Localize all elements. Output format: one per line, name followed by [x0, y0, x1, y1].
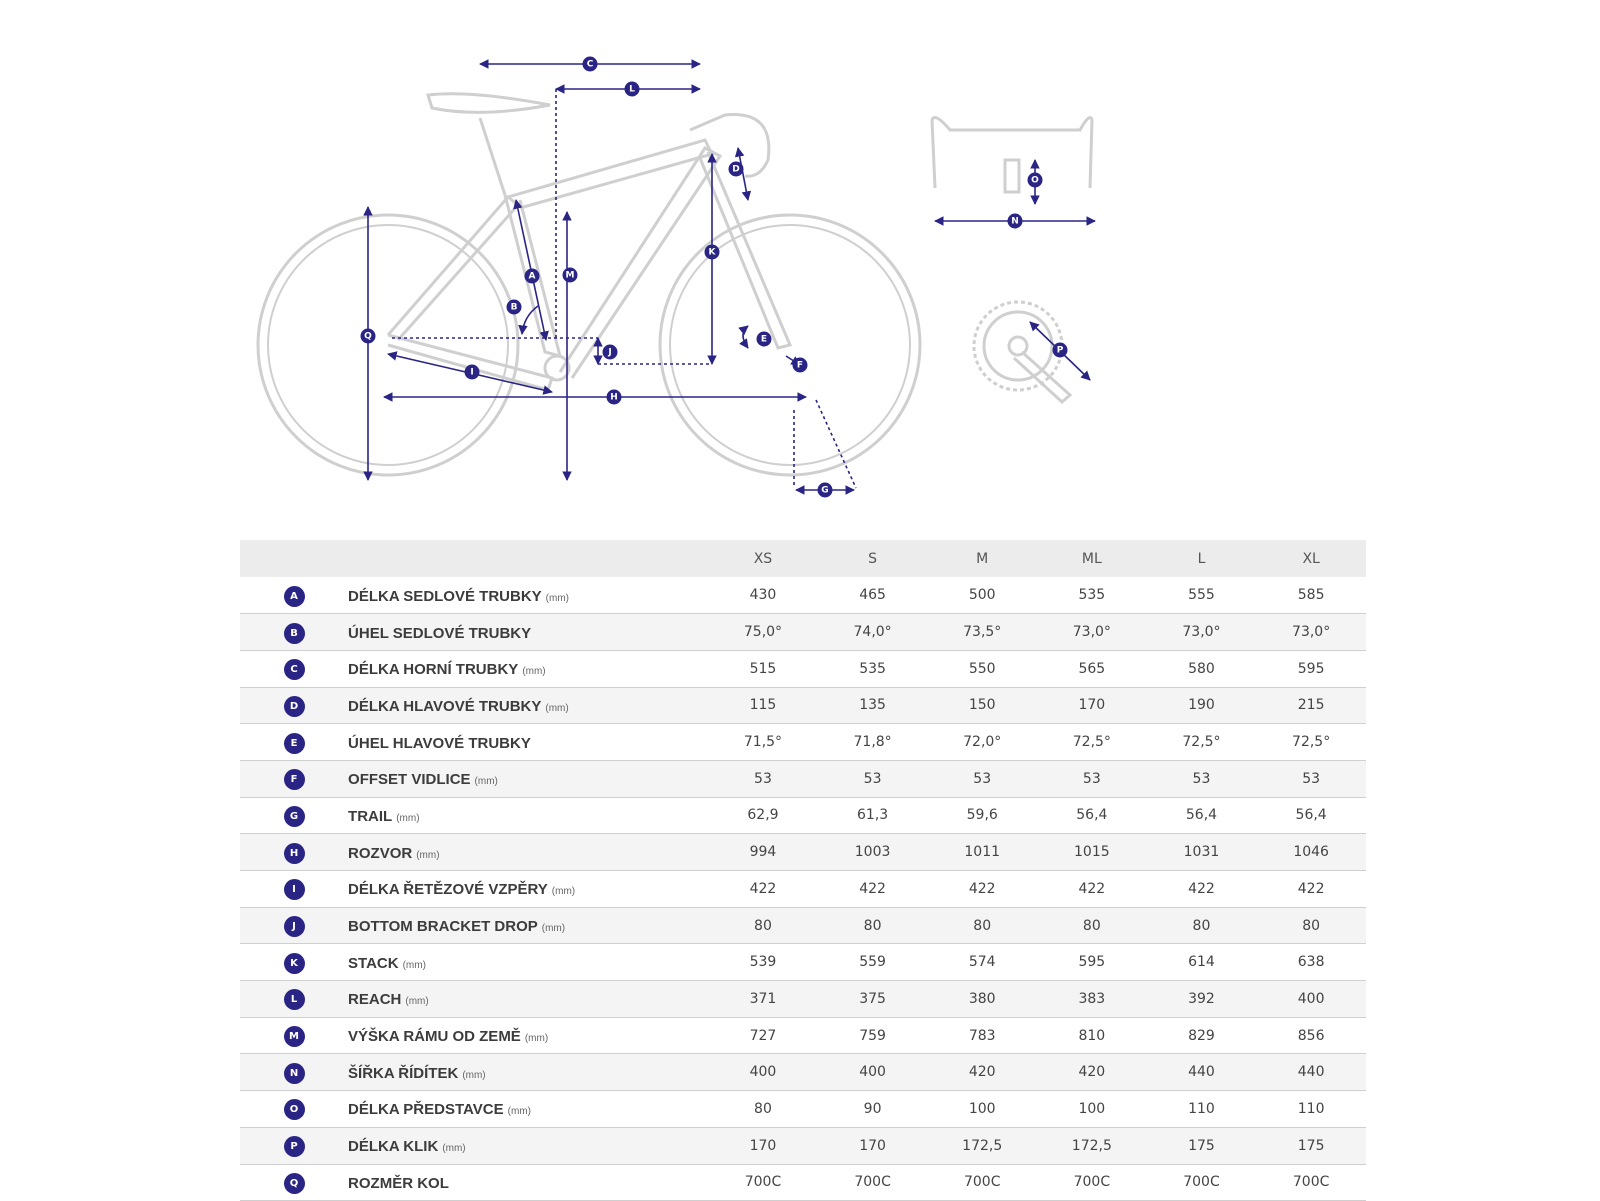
cell-value: 59,6	[966, 807, 998, 824]
marker-letter: O	[1031, 175, 1039, 186]
size-header: L	[1197, 550, 1206, 567]
marker-letter: K	[708, 247, 716, 258]
row-marker-badge: H	[284, 843, 305, 864]
size-header: ML	[1081, 550, 1102, 567]
cell-value: 440	[1188, 1064, 1215, 1081]
cell-value: 559	[859, 954, 886, 971]
marker-g	[818, 483, 833, 498]
row-marker-cell	[240, 1017, 348, 1054]
row-label: ROZMĚR KOL	[348, 1174, 449, 1192]
marker-j	[603, 345, 618, 360]
row-label-cell	[348, 1127, 708, 1164]
cell-value: 727	[749, 1027, 777, 1044]
row-label: BOTTOM BRACKET DROP	[348, 918, 538, 936]
row-label-cell	[348, 907, 708, 944]
size-header: M	[976, 550, 989, 567]
cell-value: 700C	[963, 1174, 1001, 1191]
cell-value: 371	[749, 990, 777, 1007]
row-marker-cell	[240, 1054, 348, 1091]
row-unit: (mm)	[522, 666, 546, 678]
cell-value: 856	[1297, 1027, 1325, 1044]
cell-value: 422	[859, 880, 886, 897]
marker-letter: H	[610, 392, 618, 403]
row-unit: (mm)	[442, 1143, 466, 1155]
cell-value: 700C	[1292, 1174, 1330, 1191]
cell-value: 595	[1297, 660, 1325, 677]
cell-value: 380	[968, 990, 996, 1007]
row-label-cell	[348, 981, 708, 1018]
row-label-cell	[348, 724, 708, 761]
table-row	[240, 834, 1366, 871]
row-label-cell	[348, 1017, 708, 1054]
cell-value: 90	[863, 1100, 882, 1117]
row-marker-badge: F	[284, 769, 305, 790]
marker-letter: Q	[364, 331, 372, 342]
cell-value: 595	[1078, 954, 1106, 971]
row-label: DÉLKA SEDLOVÉ TRUBKY	[348, 587, 542, 605]
cell-value: 700C	[1073, 1174, 1111, 1191]
marker-letter: L	[629, 84, 635, 95]
row-marker-cell	[240, 687, 348, 724]
cell-value: 829	[1188, 1027, 1215, 1044]
table-row	[240, 1017, 1366, 1054]
marker-letter: B	[510, 302, 518, 313]
cell-value: 172,5	[962, 1137, 1003, 1154]
cell-value: 400	[1297, 990, 1325, 1007]
cell-value: 172,5	[1071, 1137, 1112, 1154]
row-label: OFFSET VIDLICE	[348, 771, 471, 789]
row-marker-cell	[240, 577, 348, 614]
frame-chain-stays	[388, 335, 552, 390]
row-label: VÝŠKA RÁMU OD ZEMĚ	[348, 1028, 521, 1046]
cell-value: 100	[1078, 1100, 1106, 1117]
row-marker-badge: B	[284, 623, 305, 644]
cell-value: 574	[968, 954, 996, 971]
row-label: DÉLKA HORNÍ TRUBKY	[348, 661, 519, 679]
seatpost	[480, 118, 505, 195]
row-marker-badge: G	[284, 806, 305, 827]
cell-value: 72,5°	[1182, 734, 1221, 751]
marker-letter: A	[528, 271, 536, 282]
row-label: ÚHEL HLAVOVÉ TRUBKY	[348, 734, 531, 752]
marker-letter: N	[1011, 216, 1019, 227]
row-label: TRAIL	[348, 807, 393, 825]
cell-value: 400	[859, 1064, 886, 1081]
table-row	[240, 650, 1366, 687]
cell-value: 53	[1192, 770, 1211, 787]
marker-letter: F	[796, 360, 804, 371]
row-marker-cell	[240, 760, 348, 797]
size-header: S	[868, 550, 878, 567]
cell-value: 80	[1082, 917, 1101, 934]
row-marker-badge: M	[284, 1026, 305, 1047]
size-header: XS	[753, 550, 773, 567]
row-unit: (mm)	[474, 776, 498, 788]
marker-letter: J	[608, 347, 612, 358]
cell-value: 53	[1082, 770, 1101, 787]
cell-value: 539	[749, 954, 777, 971]
cell-value: 170	[1078, 697, 1106, 714]
saddle	[428, 94, 550, 113]
size-header: XL	[1302, 550, 1320, 567]
row-marker-cell	[240, 1127, 348, 1164]
row-unit: (mm)	[396, 812, 420, 824]
table-row	[240, 944, 1366, 981]
cell-value: 170	[859, 1137, 886, 1154]
marker-q	[361, 329, 376, 344]
marker-m	[563, 268, 578, 283]
row-unit: (mm)	[405, 996, 429, 1008]
table-row	[240, 981, 1366, 1018]
cell-value: 110	[1188, 1100, 1215, 1117]
marker-f	[793, 358, 808, 373]
row-unit: (mm)	[462, 1069, 486, 1081]
cell-value: 71,8°	[853, 734, 892, 751]
cell-value: 422	[1297, 880, 1325, 897]
cell-value: 759	[859, 1027, 886, 1044]
cell-value: 53	[1302, 770, 1321, 787]
row-label-cell	[348, 944, 708, 981]
table-row	[240, 871, 1366, 908]
cell-value: 75,0°	[743, 624, 783, 641]
cell-value: 422	[1078, 880, 1106, 897]
cell-value: 550	[968, 660, 996, 677]
row-marker-badge: P	[284, 1136, 305, 1157]
bike-outline	[258, 94, 920, 475]
cell-value: 215	[1297, 697, 1325, 714]
cell-value: 422	[749, 880, 777, 897]
cell-value: 80	[1302, 917, 1321, 934]
cell-value: 72,5°	[1072, 734, 1111, 751]
row-label-cell	[348, 577, 708, 614]
cell-value: 61,3	[857, 807, 889, 824]
cell-value: 56,4	[1076, 807, 1108, 824]
marker-c	[583, 57, 598, 72]
cell-value: 392	[1188, 990, 1215, 1007]
cell-value: 500	[968, 587, 996, 604]
row-unit: (mm)	[541, 923, 566, 935]
row-unit: (mm)	[545, 592, 569, 604]
marker-n	[1008, 214, 1023, 229]
row-label-cell	[348, 834, 708, 871]
cell-value: 80	[754, 1100, 772, 1117]
row-marker-cell	[240, 797, 348, 834]
row-marker-badge: J	[284, 916, 305, 937]
table-row	[240, 1054, 1366, 1091]
cell-value: 73,5°	[963, 624, 1002, 641]
row-marker-cell	[240, 614, 348, 651]
cell-value: 1046	[1293, 844, 1329, 861]
row-marker-badge: I	[284, 879, 305, 900]
cell-value: 535	[1078, 587, 1106, 604]
row-marker-cell	[240, 871, 348, 908]
geometry-table	[240, 540, 1366, 1201]
cell-value: 53	[973, 770, 992, 787]
row-label: STACK	[348, 954, 399, 972]
cell-value: 614	[1188, 954, 1215, 971]
bottom-bracket	[545, 356, 569, 380]
cell-value: 72,0°	[963, 734, 1002, 751]
cell-value: 383	[1078, 990, 1106, 1007]
row-marker-badge: C	[284, 659, 305, 680]
row-label: DÉLKA ŘETĚZOVÉ VZPĚRY	[348, 881, 548, 899]
marker-e	[757, 332, 772, 347]
table-header-row	[240, 540, 1366, 577]
row-unit: (mm)	[507, 1106, 531, 1118]
cell-value: 515	[749, 660, 777, 677]
cell-value: 783	[968, 1027, 996, 1044]
marker-letter: M	[565, 270, 575, 281]
cell-value: 150	[968, 697, 996, 714]
marker-letter: E	[760, 334, 768, 345]
row-label: ŠÍŘKA ŘÍDÍTEK	[348, 1064, 459, 1082]
marker-letter: D	[732, 164, 740, 175]
row-marker-cell	[240, 724, 348, 761]
marker-i	[465, 365, 480, 380]
row-label-cell	[348, 797, 708, 834]
cell-value: 115	[749, 697, 777, 714]
cell-value: 71,5°	[743, 734, 783, 751]
row-label: DÉLKA PŘEDSTAVCE	[348, 1101, 504, 1119]
row-marker-badge: K	[284, 953, 305, 974]
cell-value: 80	[973, 917, 992, 934]
row-marker-badge: N	[284, 1063, 305, 1084]
marker-letter: C	[586, 59, 594, 70]
row-label-cell	[348, 1091, 708, 1128]
cell-value: 100	[968, 1100, 996, 1117]
row-marker-cell	[240, 1091, 348, 1128]
row-label-cell	[348, 614, 708, 651]
cell-value: 135	[859, 697, 886, 714]
diagram-markers	[361, 57, 1068, 498]
cell-value: 53	[863, 770, 882, 787]
row-marker-cell	[240, 650, 348, 687]
cell-value: 1003	[854, 844, 891, 861]
cell-value: 80	[754, 917, 772, 934]
row-label: REACH	[348, 991, 402, 1009]
cell-value: 638	[1297, 954, 1325, 971]
cell-value: 420	[968, 1064, 996, 1081]
row-marker-badge: O	[284, 1099, 305, 1120]
row-label: DÉLKA HLAVOVÉ TRUBKY	[348, 697, 542, 715]
row-unit: (mm)	[551, 886, 576, 898]
marker-a	[525, 269, 540, 284]
row-marker-cell	[240, 907, 348, 944]
cell-value: 585	[1297, 587, 1325, 604]
cell-value: 73,0°	[1072, 624, 1111, 641]
table-row	[240, 687, 1366, 724]
cell-value: 53	[754, 770, 772, 787]
cell-value: 422	[968, 880, 996, 897]
marker-p	[1053, 343, 1068, 358]
row-marker-badge: E	[284, 733, 305, 754]
table-row	[240, 760, 1366, 797]
row-label-cell	[348, 760, 708, 797]
row-marker-badge: A	[284, 586, 305, 607]
cell-value: 80	[1192, 917, 1211, 934]
row-marker-cell	[240, 981, 348, 1018]
table-row	[240, 577, 1366, 614]
table-row	[240, 1164, 1366, 1201]
cell-value: 73,0°	[1182, 624, 1221, 641]
cell-value: 700C	[854, 1174, 891, 1191]
bike-geometry-diagram	[0, 0, 1600, 520]
marker-b	[507, 300, 522, 315]
frame-down-tube	[560, 148, 720, 378]
table-row	[240, 614, 1366, 651]
marker-d	[729, 162, 744, 177]
row-marker-cell	[240, 834, 348, 871]
cell-value: 1015	[1074, 844, 1110, 861]
row-unit: (mm)	[402, 959, 426, 971]
cell-value: 72,5°	[1292, 734, 1331, 751]
marker-l	[625, 82, 640, 97]
table-row	[240, 1091, 1366, 1128]
cell-value: 555	[1188, 587, 1215, 604]
cell-value: 580	[1188, 660, 1215, 677]
marker-o	[1028, 173, 1043, 188]
cell-value: 430	[749, 587, 777, 604]
cell-value: 700C	[744, 1174, 782, 1191]
cell-value: 190	[1188, 697, 1215, 714]
cell-value: 56,4	[1185, 807, 1218, 824]
row-label: DÉLKA KLIK	[348, 1138, 439, 1156]
marker-letter: I	[470, 367, 474, 378]
cell-value: 56,4	[1295, 807, 1327, 824]
row-unit: (mm)	[416, 849, 440, 861]
row-marker-badge: D	[284, 696, 305, 717]
row-label-cell	[348, 1164, 708, 1201]
cell-value: 170	[749, 1137, 777, 1154]
cell-value: 994	[749, 844, 777, 861]
cell-value: 62,9	[747, 807, 779, 824]
row-unit: (mm)	[524, 1033, 549, 1045]
row-unit: (mm)	[545, 702, 569, 714]
row-marker-badge: L	[284, 989, 305, 1010]
cell-value: 422	[1188, 880, 1215, 897]
handlebar-front-view	[932, 118, 1092, 192]
cell-value: 1011	[964, 844, 1001, 861]
cell-value: 400	[749, 1064, 777, 1081]
marker-letter: G	[821, 485, 829, 496]
header-empty-label	[348, 540, 708, 577]
row-label-cell	[348, 1054, 708, 1091]
cell-value: 810	[1078, 1027, 1106, 1044]
cell-value: 1031	[1183, 844, 1220, 861]
table-row	[240, 907, 1366, 944]
marker-h	[607, 390, 622, 405]
row-label-cell	[348, 650, 708, 687]
cell-value: 700C	[1183, 1174, 1220, 1191]
row-marker-cell	[240, 1164, 348, 1201]
cell-value: 80	[863, 917, 882, 934]
table-row	[240, 724, 1366, 761]
cell-value: 565	[1078, 660, 1106, 677]
cell-value: 110	[1297, 1100, 1325, 1117]
row-marker-cell	[240, 944, 348, 981]
cell-value: 175	[1297, 1137, 1325, 1154]
row-label: ÚHEL SEDLOVÉ TRUBKY	[348, 624, 532, 642]
row-marker-badge: Q	[284, 1173, 305, 1194]
marker-letter: P	[1056, 345, 1064, 356]
marker-k	[705, 245, 720, 260]
frame-seat-stays	[388, 197, 518, 340]
frame-top-tube	[508, 140, 712, 208]
header-empty-badge	[240, 540, 348, 577]
row-label-cell	[348, 871, 708, 908]
table-row	[240, 1127, 1366, 1164]
cell-value: 375	[859, 990, 886, 1007]
row-label-cell	[348, 687, 708, 724]
cell-value: 440	[1297, 1064, 1325, 1081]
row-label: ROZVOR	[348, 844, 413, 862]
cell-value: 74,0°	[853, 624, 892, 641]
cell-value: 175	[1188, 1137, 1215, 1154]
cell-value: 465	[859, 587, 886, 604]
cell-value: 420	[1078, 1064, 1106, 1081]
cell-value: 73,0°	[1292, 624, 1331, 641]
cell-value: 535	[859, 660, 886, 677]
table-row	[240, 797, 1366, 834]
